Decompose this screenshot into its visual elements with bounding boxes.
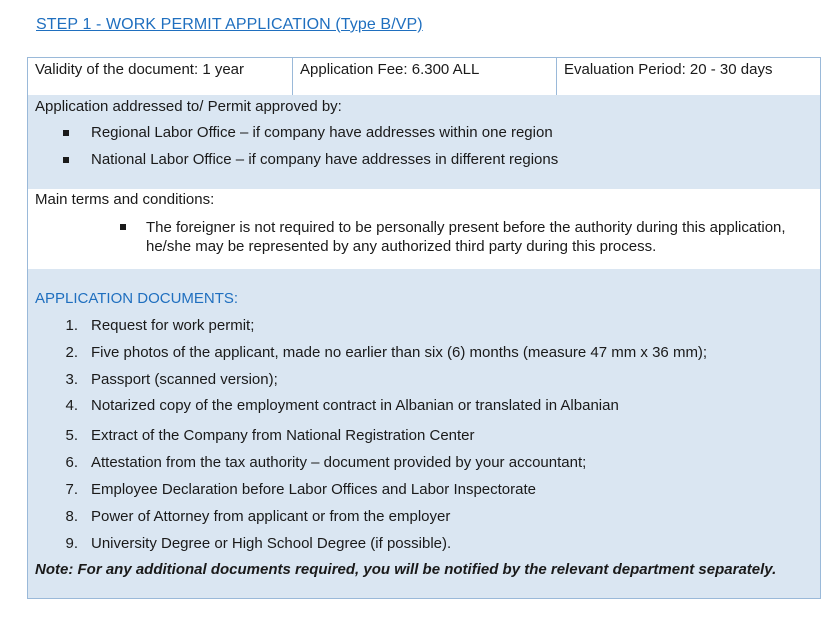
bullet-square-icon: [120, 224, 126, 230]
bullet-square-icon: [63, 157, 69, 163]
item-number: 8.: [65, 507, 78, 525]
terms-section: [27, 189, 821, 270]
documents-title: APPLICATION DOCUMENTS:: [35, 290, 239, 307]
evaluation-cell: Evaluation Period: 20 - 30 days: [564, 61, 773, 78]
approval-label: Application addressed to/ Permit approved by:: [35, 98, 342, 115]
page-heading[interactable]: STEP 1 - WORK PERMIT APPLICATION (Type B/VP): [36, 16, 423, 33]
approval-section: [27, 95, 821, 190]
item-number: 2.: [65, 343, 78, 361]
approval-list: [28, 124, 558, 178]
approval-item-text: National Labor Office – if company have addresses in different regions: [91, 151, 559, 168]
list-item: [28, 151, 558, 178]
item-text: Passport (scanned version);: [91, 370, 278, 388]
item-text: Extract of the Company from National Registration Center: [91, 427, 475, 445]
item-number: 9.: [65, 534, 78, 552]
bullet-square-icon: [63, 130, 69, 136]
item-text: Five photos of the applicant, made no earlier than six (6) months (measure 47 mm x 36 mm);: [91, 343, 708, 361]
validity-cell: Validity of the document: 1 year: [28, 58, 293, 95]
fee-cell: Application Fee: 6.300 ALL: [293, 58, 557, 95]
item-number: 5.: [65, 427, 78, 445]
item-text: Notarized copy of the employment contract in Albanian or translated in Albanian: [91, 397, 619, 415]
terms-item-text: The foreigner is not required to be personally present before the authority during this application, he/she may be represented by any authorized third party during this process.: [146, 219, 786, 255]
item-text: Attestation from the tax authority – document provided by your accountant;: [91, 454, 587, 472]
terms-label: Main terms and conditions:: [35, 191, 215, 208]
documents-note: Note: For any additional documents required, you will be notified by the relevant department separately.: [35, 561, 777, 578]
item-text: Power of Attorney from applicant or from the employer: [91, 507, 451, 525]
item-number: 3.: [65, 370, 78, 388]
item-number: 4.: [65, 397, 78, 415]
item-number: 1.: [65, 317, 78, 334]
list-item: [28, 124, 558, 151]
item-number: 7.: [65, 480, 78, 498]
summary-row: [27, 57, 821, 96]
item-text: Employee Declaration before Labor Offices and Labor Inspectorate: [91, 480, 536, 498]
approval-item-text: Regional Labor Office – if company have addresses within one region: [91, 124, 553, 141]
documents-section: [27, 269, 821, 599]
item-text: Request for work permit;: [91, 317, 255, 334]
item-text: University Degree or High School Degree (if possible).: [91, 534, 452, 552]
item-number: 6.: [65, 454, 78, 472]
